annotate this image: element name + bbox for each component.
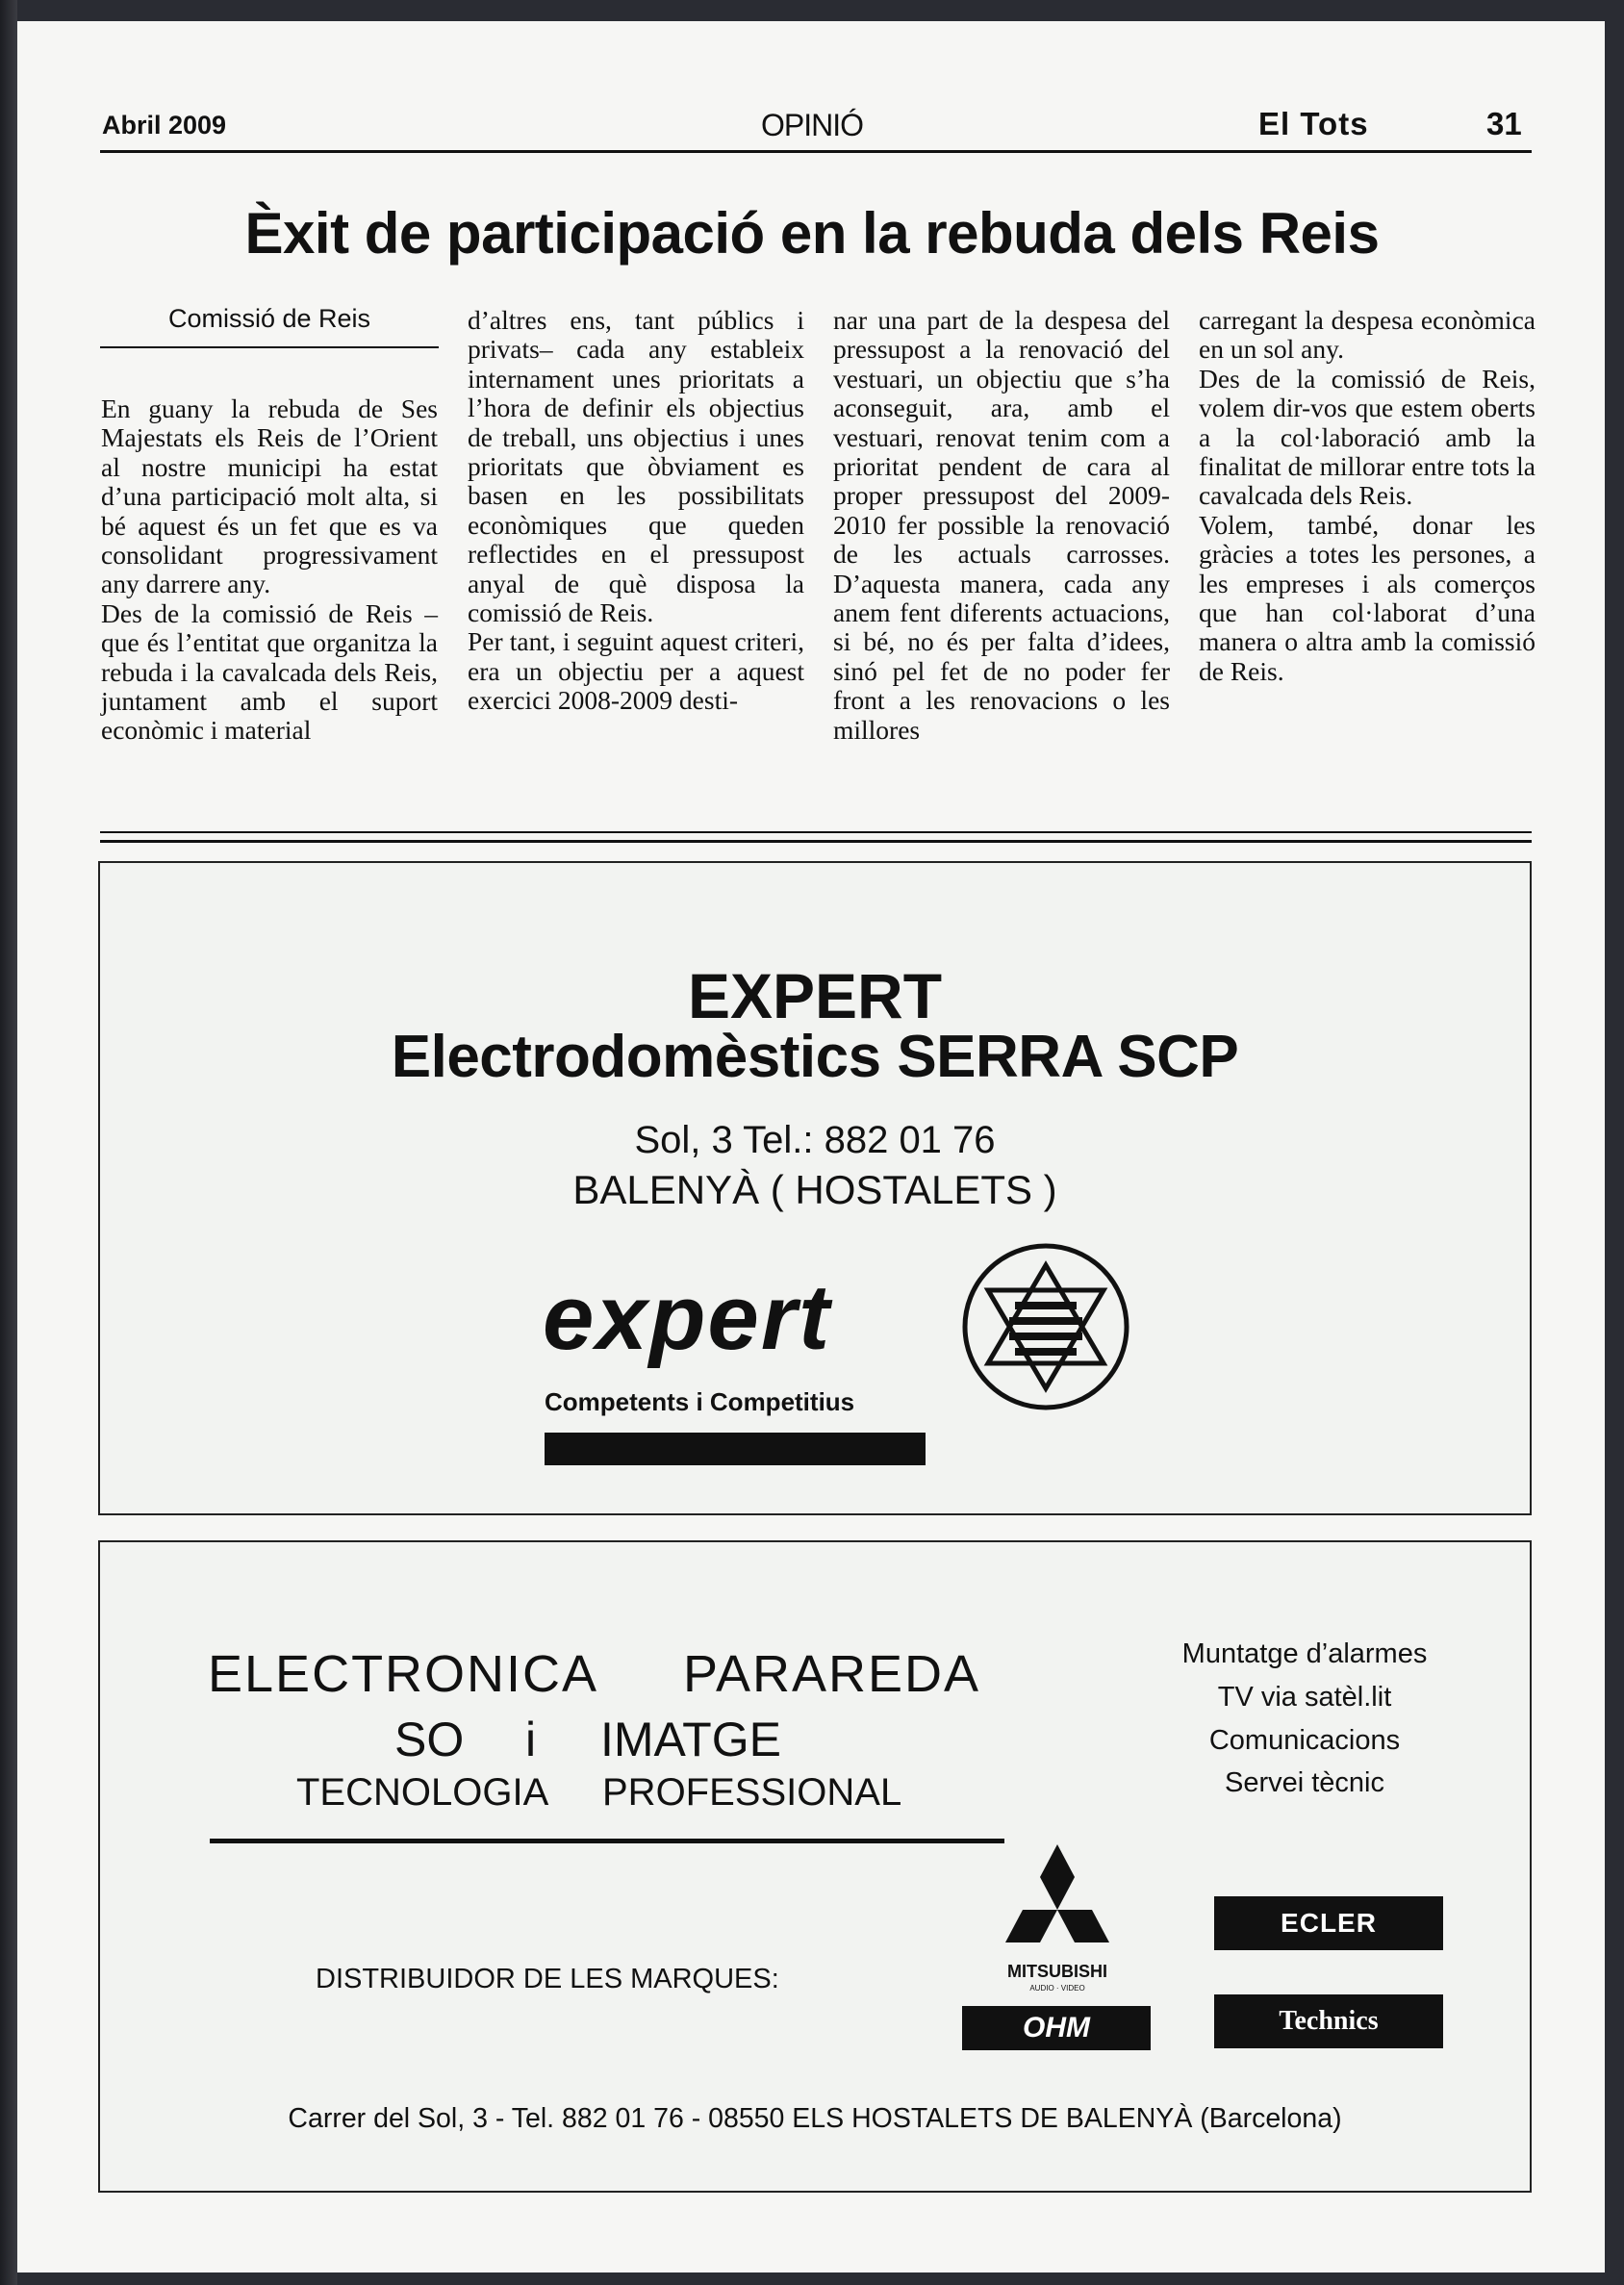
article-column-4: carregant la despesa econòmica en un sol any. Des de la comissió de Reis, volem dir-vos que estem oberts a la col·laboració amb la finalitat de millorar entre tots la cavalcada dels Reis. Volem, també, donar les gràcies a totes les persones, a les empreses i als comerços que han col·laborat d’una manera o altra amb la comissió de Reis. [1199,305,1535,686]
parareda-imatge: IMATGE [600,1713,781,1766]
article-column-1: En guany la rebuda de Ses Majestats els Reis de l’Orient al nostre municipi ha estat d’una participació molt alta, si bé aquest és un fet que es va consolidant progressivament any darrere any. Des de la comissió de Reis –que és l’entitat que organitza la rebuda i la cavalcada dels Reis, juntament amb el suport econòmic i material [101,394,438,746]
parareda-advertisement [98,1540,1532,2193]
issue-date: Abril 2009 [102,111,227,140]
parareda-professional: PROFESSIONAL [602,1771,902,1814]
expert-store-name: Electrodomèstics SERRA SCP [391,1024,1239,1090]
article-column-3: nar una part de la despesa del pressupost a la renovació del vestuari, un objectiu que s’ha aconseguit, ara, amb el vestuari, renovat tenim com a prioritat pendent de cara al proper pressupost del 2009-2010 fer possible la renovació de les actuals carrosses. D’aquesta manera, cada any anem fent diferents actuacions, si bé, no és per falta d’idees, sinó pel fet de no poder fer front a les renovacions o les millores [833,305,1170,745]
article-column-2: d’altres ens, tant públics i privats– cada any estableix internament unes prioritats a l’hora de definir els objectius de treball, uns objectius i unes prioritats que òbviament es basen en les possibilitats econòmiques que queden reflectides en el pressupost anyal de què disposa la comissió de Reis. Per tant, i seguint aquest criteri, era un objectiu per a aquest exercici 2008-2009 desti- [468,305,804,716]
service-alarms: Muntatge d’alarmes [1181,1638,1428,1669]
parareda-name-right: PARAREDA [683,1645,981,1703]
expert-black-bar [545,1433,926,1465]
parareda-underline [210,1839,1004,1843]
expert-heading: EXPERT [687,960,943,1031]
expert-advertisement [98,861,1532,1515]
mitsubishi-brand: MITSUBISHI [1006,1962,1107,1981]
page-spine [0,0,17,2285]
distributor-label: DISTRIBUIDOR DE LES MARQUES: [316,1964,779,1994]
service-satellite-tv: TV via satèl.lit [1217,1682,1392,1713]
expert-address: Sol, 3 Tel.: 882 01 76 [634,1119,996,1161]
article-end-rule-bottom [100,840,1532,843]
header-rule [100,150,1532,153]
article-title: Èxit de participació en la rebuda dels Reis [244,201,1380,266]
ohm-brand: OHM [962,2006,1151,2050]
parareda-tecnologia: TECNOLOGIA [296,1771,549,1814]
section-name: OPINIÓ [760,108,863,142]
mitsubishi-diamonds-icon [989,1842,1126,1966]
byline-rule [100,346,439,348]
parareda-footer-address: Carrer del Sol, 3 - Tel. 882 01 76 - 08550 ELS HOSTALETS DE BALENYÀ (Barcelona) [288,2103,1342,2134]
parareda-so: SO [394,1713,465,1766]
expert-star-logo-icon [961,1242,1130,1411]
ecler-brand: ECLER [1214,1896,1443,1950]
publication-name: El Tots [1258,106,1369,141]
article-end-rule-top [100,831,1532,833]
article-byline: Comissió de Reis [167,304,371,333]
expert-tagline: Competents i Competitius [545,1387,855,1416]
expert-town: BALENYÀ ( HOSTALETS ) [572,1167,1057,1212]
service-technical: Servei tècnic [1224,1767,1384,1798]
expert-logo-word: expert [543,1266,832,1369]
technics-brand: Technics [1214,1994,1443,2048]
parareda-i: i [525,1713,537,1766]
mitsubishi-subtitle: AUDIO · VIDEO [1029,1984,1085,1993]
service-communications: Comunicacions [1208,1725,1401,1756]
parareda-name-left: ELECTRONICA [208,1645,599,1703]
page-number: 31 [1486,106,1522,141]
